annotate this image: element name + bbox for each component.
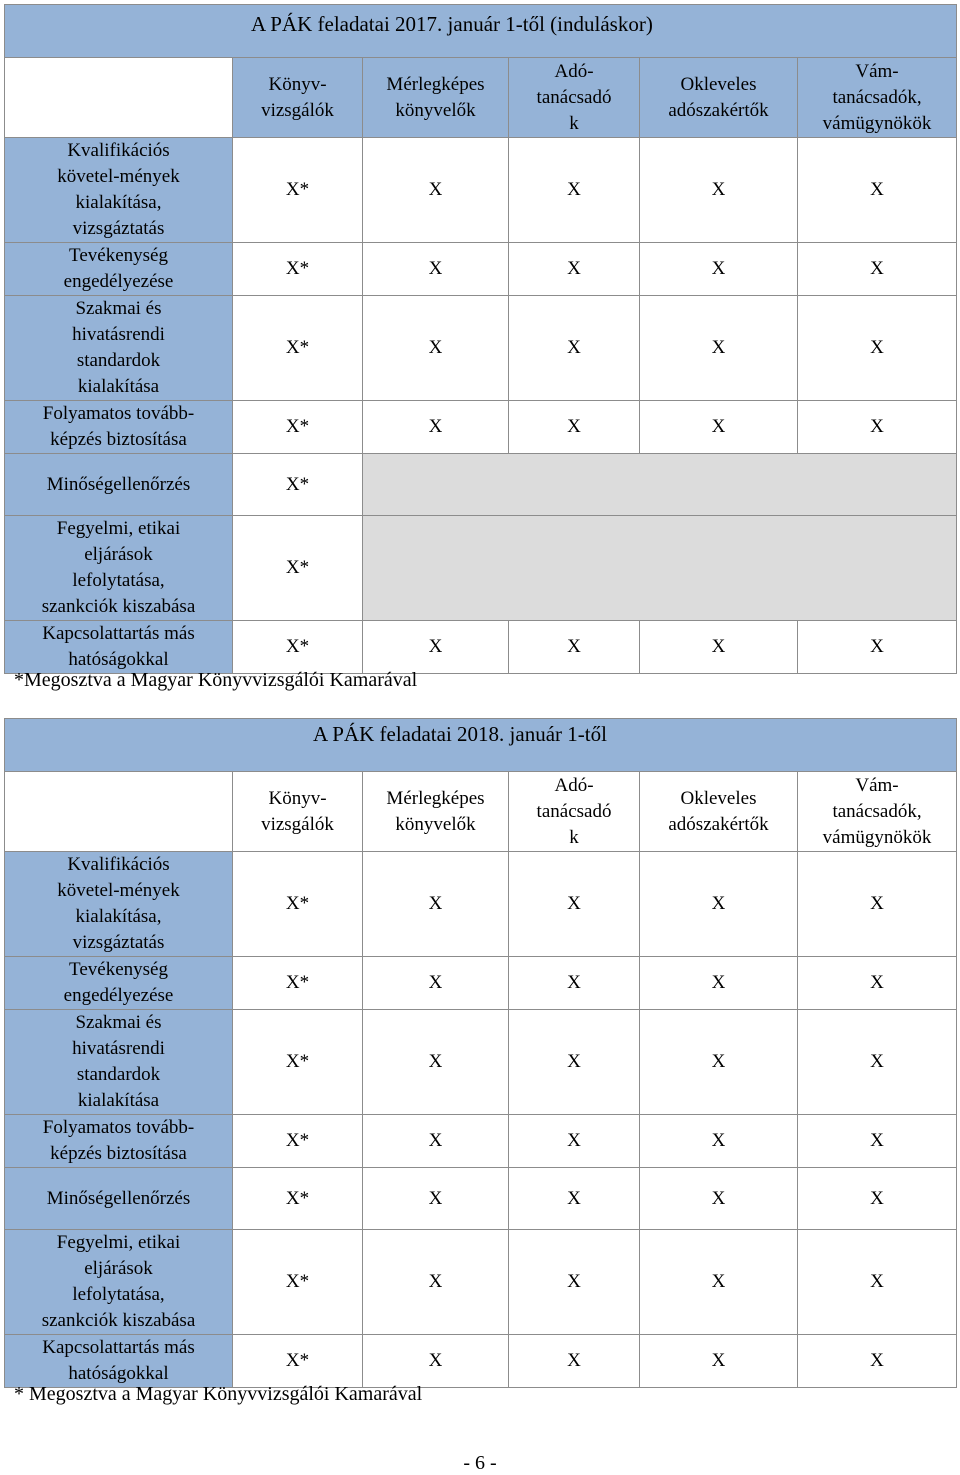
mark-cell: X [363,1168,509,1230]
mark-cell: X [509,852,640,957]
corner-cell [5,772,233,852]
table-row [5,852,957,957]
mark-cell: X [509,1168,640,1230]
column-header: Könyv- vizsgálók [233,772,363,852]
column-header: Adó- tanácsadó k [509,772,640,852]
mark-cell: X [640,296,798,401]
mark-cell: X [640,852,798,957]
not-applicable-cell [363,454,957,516]
mark-cell: X [363,401,509,454]
mark-cell: X [509,138,640,243]
mark-cell: X [509,243,640,296]
row-label: Szakmai és hivatásrendi standardok kialakítása [5,1010,233,1115]
table-row [5,1010,957,1115]
mark-cell: X [640,1115,798,1168]
row-label: Minőségellenőrzés [5,454,233,516]
mark-cell: X [798,138,957,243]
row-label: Minőségellenőrzés [5,1168,233,1230]
mark-cell: X [640,1230,798,1335]
table-row [5,243,957,296]
mark-cell: X [509,1230,640,1335]
mark-cell: X [640,401,798,454]
row-label: Folyamatos tovább- képzés biztosítása [5,1115,233,1168]
mark-cell: X [798,621,957,674]
table-row [5,957,957,1010]
mark-cell: X* [233,1230,363,1335]
row-label: Kvalifikációs követel-mények kialakítása, vizsgáztatás [5,852,233,957]
mark-cell: X* [233,516,363,621]
table-title-row [5,5,957,58]
mark-cell: X* [233,401,363,454]
tasks-table-2017 [4,4,957,674]
mark-cell: X [640,957,798,1010]
mark-cell: X* [233,138,363,243]
table-row [5,138,957,243]
page-number: - 6 - [463,1452,497,1474]
mark-cell: X* [233,1335,363,1388]
table-row [5,1230,957,1335]
footnote: *Megosztva a Magyar Könyvvizsgálói Kamarával [14,669,418,691]
row-label: Tevékenység engedélyezése [5,243,233,296]
mark-cell: X [798,852,957,957]
tasks-table-2018 [4,718,957,1388]
table-row [5,1115,957,1168]
mark-cell: X* [233,1010,363,1115]
mark-cell: X [798,1168,957,1230]
mark-cell: X [798,1230,957,1335]
not-applicable-cell [363,516,957,621]
mark-cell: X* [233,957,363,1010]
mark-cell: X* [233,1168,363,1230]
table-row [5,1168,957,1230]
row-label: Folyamatos tovább- képzés biztosítása [5,401,233,454]
mark-cell: X* [233,852,363,957]
mark-cell: X [363,621,509,674]
mark-cell: X [509,1115,640,1168]
mark-cell: X [363,1335,509,1388]
table-row [5,621,957,674]
mark-cell: X [798,957,957,1010]
mark-cell: X* [233,243,363,296]
column-header: Okleveles adószakértők [640,58,798,138]
mark-cell: X [798,1335,957,1388]
row-label: Fegyelmi, etikai eljárások lefolytatása, szankciók kiszabása [5,1230,233,1335]
mark-cell: X [363,138,509,243]
column-header: Könyv- vizsgálók [233,58,363,138]
mark-cell: X [509,1335,640,1388]
mark-cell: X [640,1010,798,1115]
footnote: * Megosztva a Magyar Könyvvizsgálói Kamarával [14,1383,423,1405]
mark-cell: X [509,401,640,454]
column-header: Vám- tanácsadók, vámügynökök [798,772,957,852]
row-label: Szakmai és hivatásrendi standardok kialakítása [5,296,233,401]
mark-cell: X [798,1115,957,1168]
mark-cell: X [798,296,957,401]
table-row [5,516,957,621]
table-title: A PÁK feladatai 2017. január 1-től (induláskor) [251,12,653,36]
mark-cell: X [363,957,509,1010]
table-title: A PÁK feladatai 2018. január 1-től [313,722,607,746]
table-row [5,454,957,516]
corner-cell [5,58,233,138]
column-header: Adó- tanácsadó k [509,58,640,138]
mark-cell: X* [233,1115,363,1168]
row-label: Tevékenység engedélyezése [5,957,233,1010]
column-header: Vám- tanácsadók, vámügynökök [798,58,957,138]
mark-cell: X [363,1010,509,1115]
mark-cell: X [640,1335,798,1388]
mark-cell: X [798,401,957,454]
mark-cell: X [509,621,640,674]
column-header: Mérlegképes könyvelők [363,58,509,138]
mark-cell: X [798,1010,957,1115]
table-row [5,296,957,401]
mark-cell: X* [233,454,363,516]
mark-cell: X [640,1168,798,1230]
mark-cell: X [363,1230,509,1335]
mark-cell: X [640,621,798,674]
table-title-row [5,719,957,772]
table-row [5,1335,957,1388]
mark-cell: X [509,957,640,1010]
mark-cell: X [640,138,798,243]
mark-cell: X [509,1010,640,1115]
mark-cell: X [363,243,509,296]
column-header: Mérlegképes könyvelők [363,772,509,852]
mark-cell: X [363,1115,509,1168]
row-label: Kvalifikációs követel-mények kialakítása, vizsgáztatás [5,138,233,243]
mark-cell: X* [233,296,363,401]
mark-cell: X* [233,621,363,674]
row-label: Fegyelmi, etikai eljárások lefolytatása, szankciók kiszabása [5,516,233,621]
table-row [5,401,957,454]
mark-cell: X [640,243,798,296]
row-label: Kapcsolattartás más hatóságokkal [5,621,233,674]
mark-cell: X [363,852,509,957]
column-header: Okleveles adószakértők [640,772,798,852]
mark-cell: X [798,243,957,296]
mark-cell: X [363,296,509,401]
row-label: Kapcsolattartás más hatóságokkal [5,1335,233,1388]
mark-cell: X [509,296,640,401]
